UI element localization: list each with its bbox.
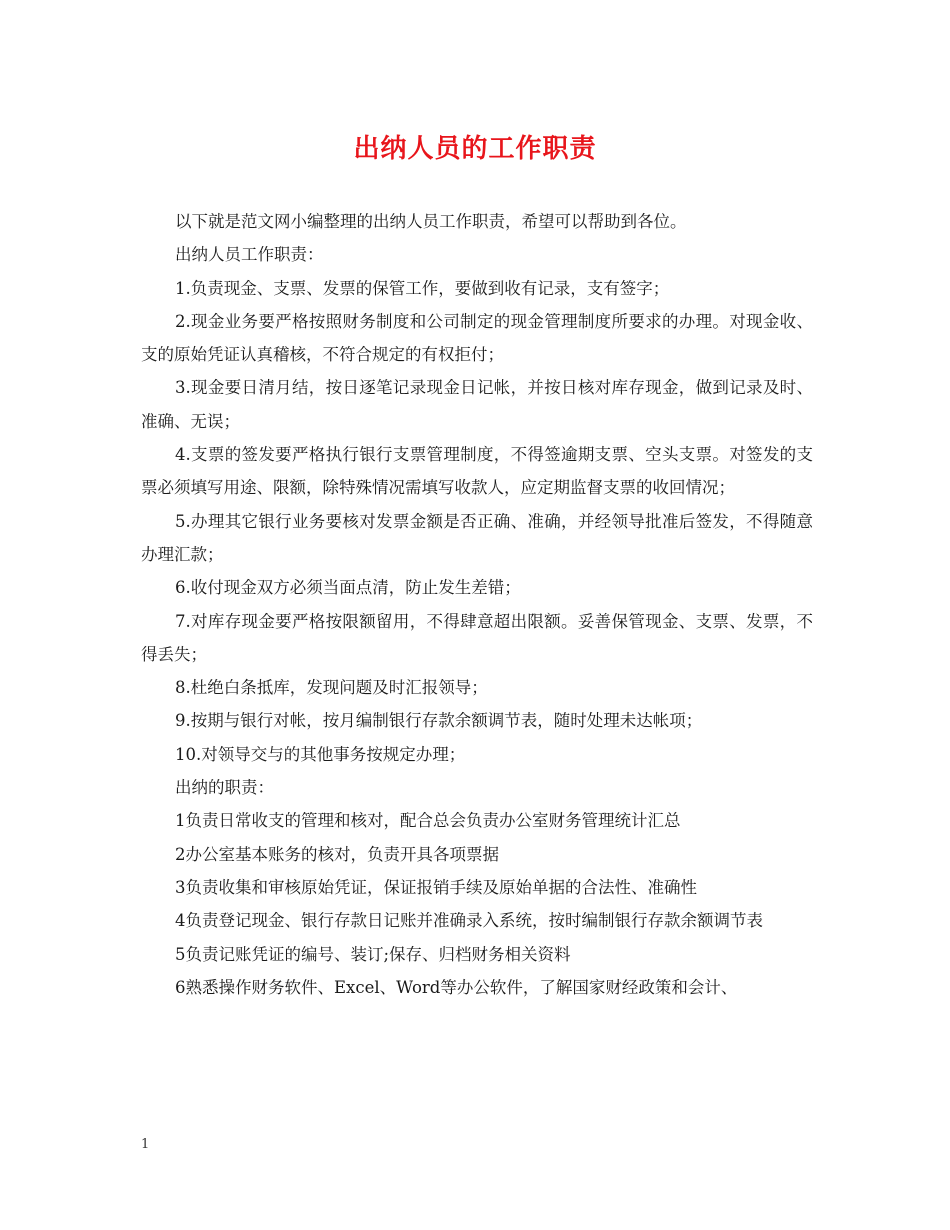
paragraph-item: 2.现金业务要严格按照财务制度和公司制定的现金管理制度所要求的办理。对现金收、支的原始凭证认真稽核，不符合规定的有权拒付；	[141, 311, 813, 365]
paragraph-item: 4.支票的签发要严格执行银行支票管理制度，不得签逾期支票、空头支票。对签发的支票必须填写用途、限额，除特殊情况需填写收款人，应定期监督支票的收回情况；	[141, 445, 813, 498]
paragraph-item: 6熟悉操作财务软件、Excel、Word等办公软件，了解国家财经政策和会计、	[175, 977, 738, 997]
paragraph-item: 6.收付现金双方必须当面点清，防止发生差错；	[175, 578, 521, 598]
paragraph-item: 5.办理其它银行业务要核对发票金额是否正确、准确，并经领导批准后签发，不得随意办理汇款；	[141, 511, 813, 564]
paragraph-item: 8.杜绝白条抵库，发现问题及时汇报领导；	[175, 678, 488, 698]
paragraph-section-heading: 出纳人员工作职责：	[175, 245, 324, 265]
paragraph-item: 2办公室基本账务的核对，负责开具各项票据	[175, 844, 499, 864]
paragraph-item: 1.负责现金、支票、发票的保管工作，要做到收有记录，支有签字；	[175, 278, 670, 298]
document-title: 出纳人员的工作职责	[353, 134, 597, 164]
paragraph-item: 5负责记账凭证的编号、装订;保存、归档财务相关资料	[175, 944, 571, 964]
paragraph-item: 3.现金要日清月结，按日逐笔记录现金日记帐，并按日核对库存现金，做到记录及时、准确、无误；	[141, 378, 813, 431]
paragraph-item: 4负责登记现金、银行存款日记账并准确录入系统，按时编制银行存款余额调节表	[175, 911, 763, 931]
document-body	[141, 205, 813, 1004]
paragraph-item: 7.对库存现金要严格按限额留用，不得肆意超出限额。妥善保管现金、支票、发票，不得丢失；	[141, 611, 813, 664]
paragraph-section-heading: 出纳的职责：	[175, 778, 274, 798]
paragraph-intro: 以下就是范文网小编整理的出纳人员工作职责，希望可以帮助到各位。	[175, 212, 687, 231]
paragraph-item: 1负责日常收支的管理和核对，配合总会负责办公室财务管理统计汇总	[175, 811, 681, 831]
paragraph-item: 10.对领导交与的其他事务按规定办理；	[175, 744, 466, 764]
paragraph-item: 3负责收集和审核原始凭证，保证报销手续及原始单据的合法性、准确性	[175, 877, 697, 897]
paragraph-item: 9.按期与银行对帐，按月编制银行存款余额调节表，随时处理未达帐项；	[175, 711, 703, 731]
page-number: 1	[141, 1137, 150, 1152]
